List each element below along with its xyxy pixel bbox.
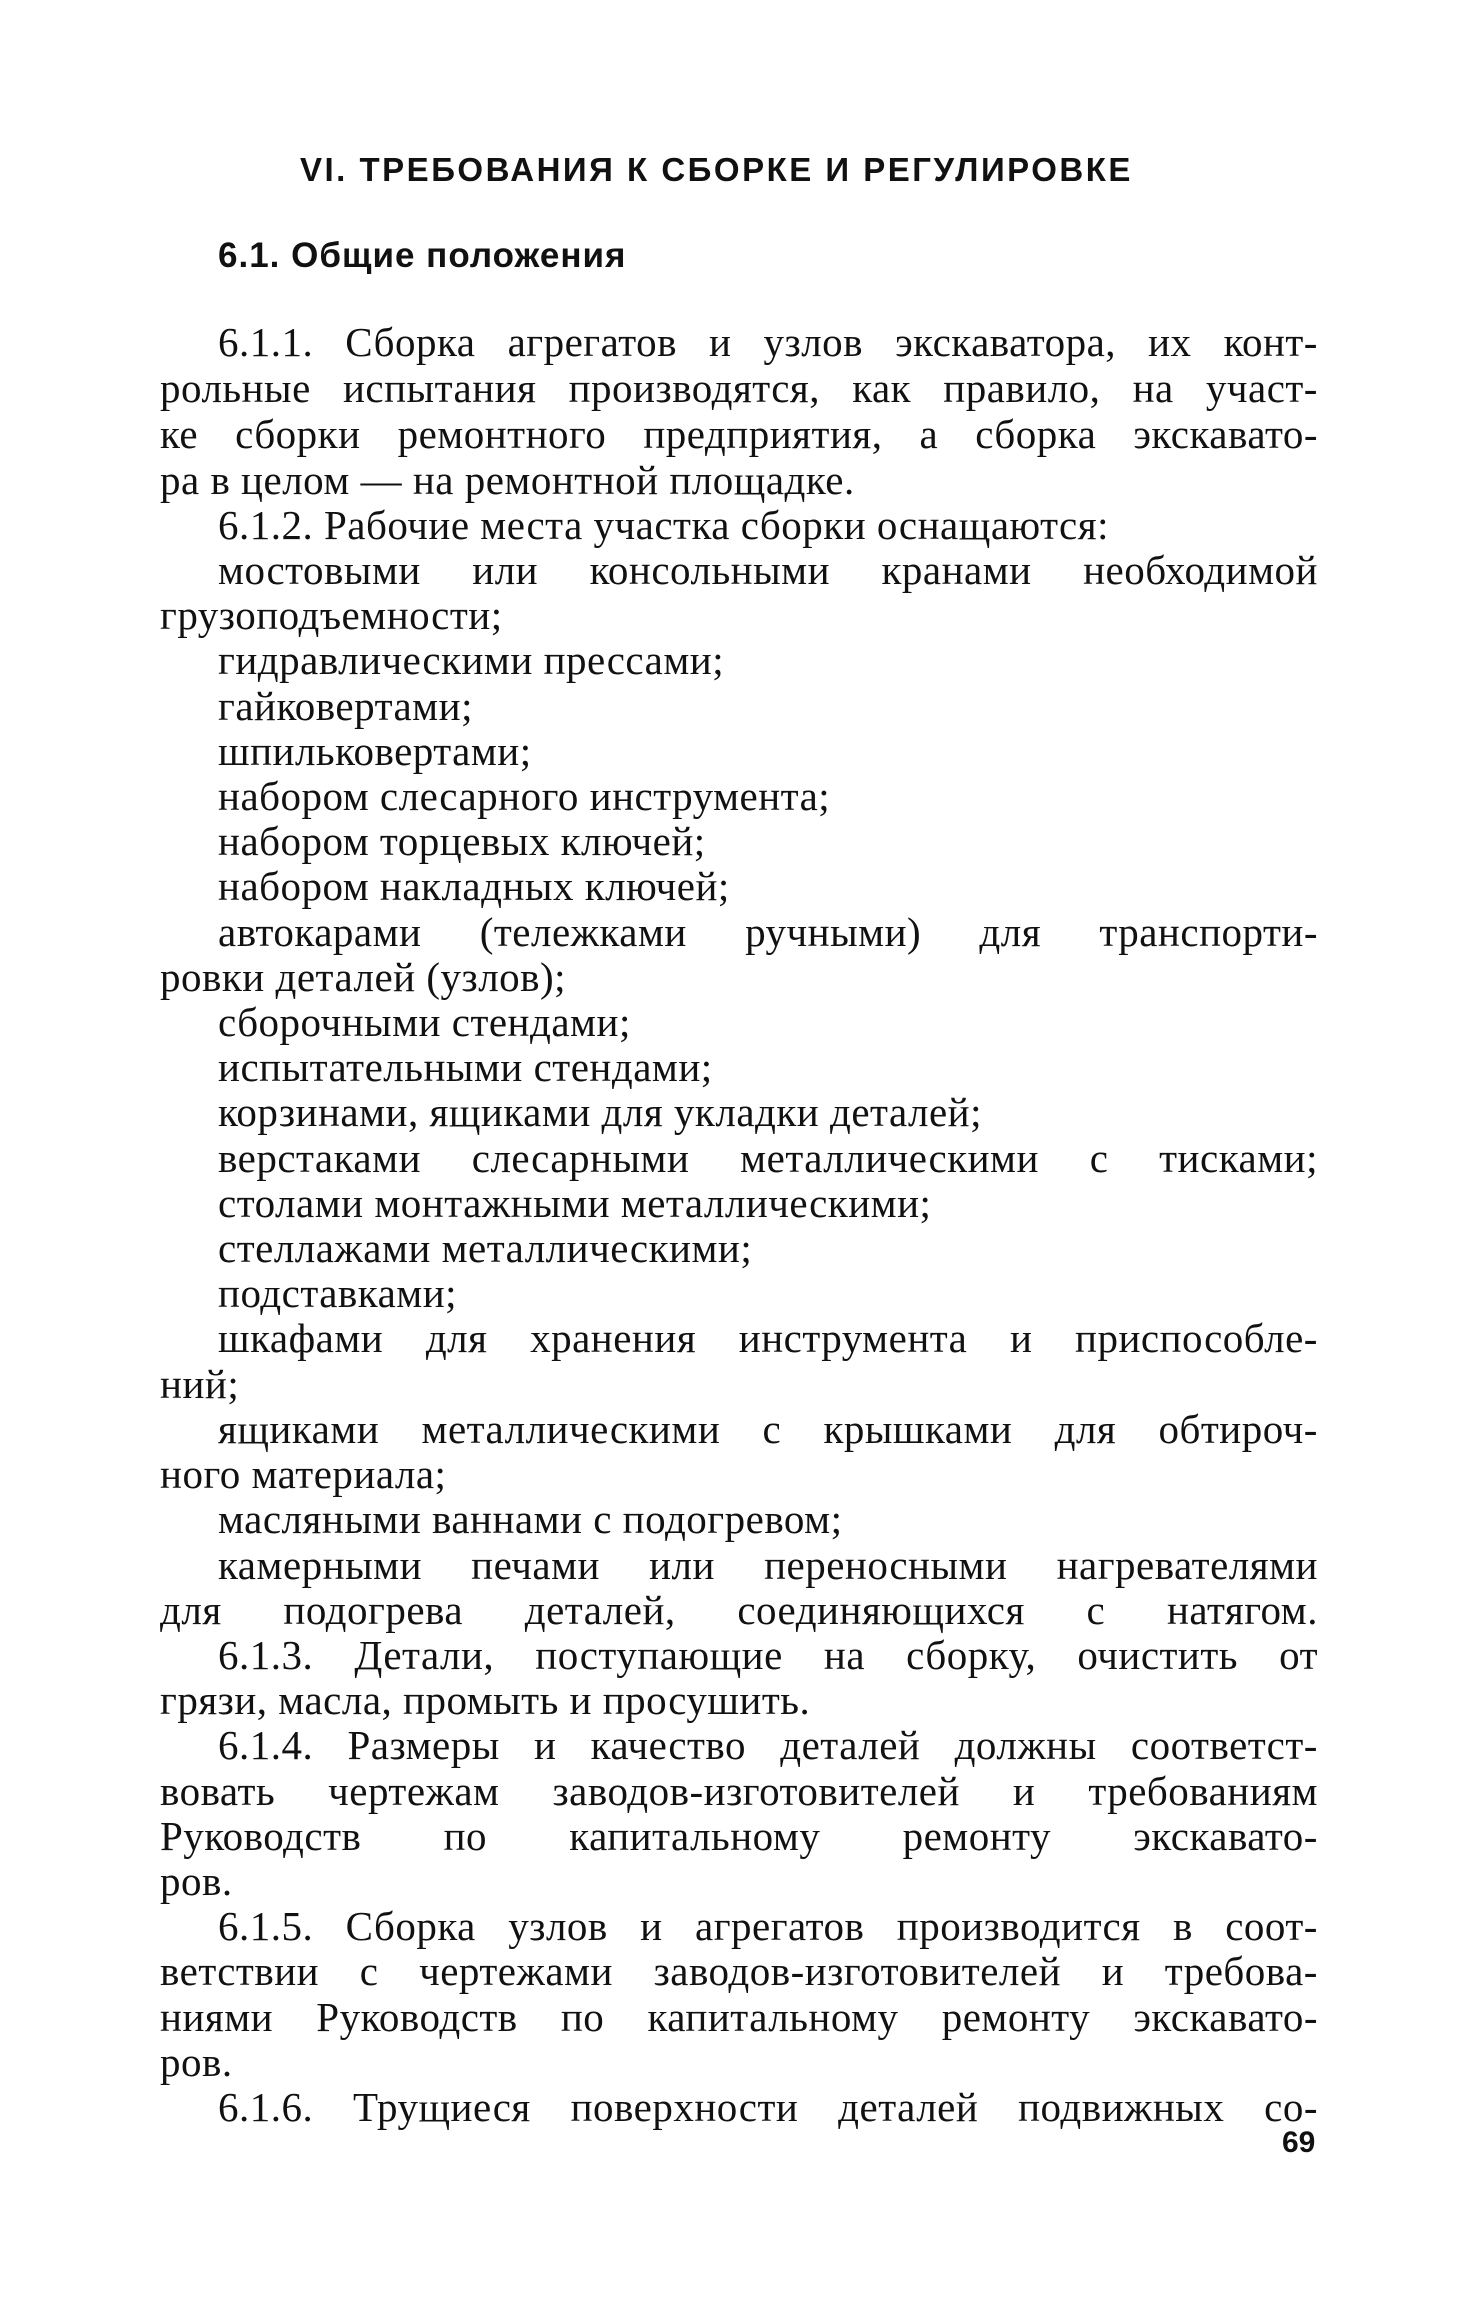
text-line: [160, 1769, 1318, 1813]
text-word: и: [1012, 1768, 1036, 1814]
text-word: производятся,: [568, 365, 821, 411]
text-line: [160, 366, 1318, 410]
text-word: заводов-изготовителей: [552, 1768, 960, 1814]
text-word: с: [762, 1406, 782, 1452]
text-word: на: [1132, 365, 1174, 411]
text-line: гайковертами;: [218, 683, 473, 729]
text-word: и: [1101, 1948, 1125, 1994]
text-line: [160, 1814, 1318, 1858]
text-word: 6.1.5.: [218, 1903, 314, 1949]
text-word: 6.1.4.: [218, 1722, 314, 1768]
text-word: капитальному: [569, 1813, 821, 1859]
text-word: 6.1.6.: [218, 2084, 314, 2130]
text-word: верстаками: [218, 1135, 422, 1181]
text-line: ровки деталей (узлов);: [160, 954, 567, 1000]
text-word: Размеры: [347, 1722, 500, 1768]
text-word: и: [1009, 1315, 1033, 1361]
text-word: для: [425, 1315, 488, 1361]
text-word: сборку,: [906, 1632, 1037, 1678]
text-word: в: [1172, 1903, 1193, 1949]
text-line: [160, 1588, 1318, 1632]
text-word: на: [823, 1632, 866, 1678]
text-word: ручными): [745, 909, 922, 955]
text-word: экскавато-: [1133, 1994, 1318, 2040]
text-line: [218, 1633, 1318, 1677]
text-word: по: [443, 1813, 488, 1859]
text-word: экскавато-: [1133, 411, 1318, 457]
text-word: приспособле-: [1075, 1315, 1318, 1361]
text-word: тисками;: [1159, 1135, 1318, 1181]
text-word: должны: [954, 1722, 1097, 1768]
text-line: [218, 1136, 1318, 1180]
text-word: шкафами: [218, 1315, 384, 1361]
text-word: ремонту: [902, 1813, 1052, 1859]
text-word: металлическими: [421, 1406, 721, 1452]
text-word: натягом.: [1166, 1587, 1318, 1633]
text-line: [218, 1543, 1318, 1587]
text-word: автокарами: [218, 909, 422, 955]
text-line: грузоподъемности;: [160, 592, 503, 638]
text-word: крышками: [823, 1406, 1013, 1452]
text-line: набором накладных ключей;: [218, 863, 730, 909]
text-line: ров.: [160, 1858, 233, 1904]
text-word: необходимой: [1083, 547, 1318, 593]
text-word: ящиками: [218, 1406, 380, 1452]
text-word: переносными: [764, 1542, 1008, 1588]
text-word: хранения: [530, 1315, 697, 1361]
text-word: деталей,: [524, 1587, 676, 1633]
text-word: 6.1.1.: [218, 319, 314, 365]
text-word: поверхности: [570, 2084, 799, 2130]
text-word: для: [979, 909, 1042, 955]
text-line: гидравлическими прессами;: [218, 637, 725, 683]
text-word: а: [919, 411, 939, 457]
text-word: участ-: [1205, 365, 1318, 411]
text-line: шпильковертами;: [218, 728, 532, 774]
text-word: 6.1.3.: [218, 1632, 314, 1678]
text-word: чертежами: [419, 1948, 613, 1994]
text-line: [218, 1904, 1318, 1948]
text-line: столами монтажными металлическими;: [218, 1180, 932, 1226]
text-word: камерными: [218, 1542, 423, 1588]
text-line: [218, 1723, 1318, 1767]
text-word: агрегатов: [695, 1903, 865, 1949]
text-line: ного материала;: [160, 1451, 447, 1497]
text-word: сборки: [235, 411, 361, 457]
text-word: Руководств: [160, 1813, 362, 1859]
text-word: и: [709, 319, 732, 365]
text-line: [160, 1949, 1318, 1993]
text-word: деталей: [780, 1722, 921, 1768]
text-line: [218, 2085, 1318, 2129]
text-word: и: [640, 1903, 663, 1949]
text-line: ний;: [160, 1361, 240, 1407]
text-line: [218, 548, 1318, 592]
section-title: VI. ТРЕБОВАНИЯ К СБОРКЕ И РЕГУЛИРОВКЕ: [300, 151, 1133, 188]
text-word: ремонту: [941, 1994, 1091, 2040]
text-word: нагревателями: [1056, 1542, 1318, 1588]
text-word: производится: [896, 1903, 1141, 1949]
text-line: подставками;: [218, 1270, 458, 1316]
text-word: Руководств: [316, 1994, 518, 2040]
text-word: для: [160, 1587, 222, 1633]
text-word: для: [1054, 1406, 1117, 1452]
text-word: печами: [471, 1542, 600, 1588]
text-word: очистить: [1077, 1632, 1238, 1678]
text-word: ремонтного: [397, 411, 607, 457]
text-line: ра в целом — на ремонтной площадке.: [160, 457, 855, 503]
text-word: деталей: [838, 2084, 979, 2130]
text-word: агрегатов: [507, 319, 677, 365]
text-word: с: [359, 1948, 379, 1994]
text-word: (тележками: [479, 909, 687, 955]
text-line: ров.: [160, 2039, 233, 2085]
text-word: Трущиеся: [353, 2084, 531, 2130]
text-line: 6.1.2. Рабочие места участка сборки оснащаются:: [218, 502, 1109, 548]
text-line: сборочными стендами;: [218, 999, 631, 1045]
text-line: стеллажами металлическими;: [218, 1225, 753, 1271]
text-line: [218, 1316, 1318, 1360]
text-word: чертежам: [328, 1768, 500, 1814]
text-word: требованиям: [1088, 1768, 1318, 1814]
text-word: испытания: [342, 365, 537, 411]
text-word: их: [1148, 319, 1192, 365]
text-word: ветствии: [160, 1948, 320, 1994]
page-number: 69: [1282, 2126, 1316, 2159]
text-word: или: [472, 547, 539, 593]
text-word: конт-: [1223, 319, 1318, 365]
text-word: соот-: [1225, 1903, 1318, 1949]
text-word: металлическими: [740, 1135, 1039, 1181]
text-word: и: [533, 1722, 557, 1768]
text-line: набором слесарного инструмента;: [218, 773, 831, 819]
text-word: заводов-изготовителей: [653, 1948, 1062, 1994]
text-word: со-: [1264, 2084, 1318, 2130]
text-word: качество: [590, 1722, 747, 1768]
text-word: узлов: [763, 319, 864, 365]
text-line: [160, 412, 1318, 456]
text-word: с: [1086, 1587, 1106, 1633]
text-word: капитальному: [647, 1994, 899, 2040]
text-line: испытательными стендами;: [218, 1044, 713, 1090]
text-word: кранами: [881, 547, 1032, 593]
text-word: правило,: [943, 365, 1101, 411]
text-word: предприятия,: [643, 411, 883, 457]
text-word: сборка: [975, 411, 1097, 457]
text-word: с: [1089, 1135, 1109, 1181]
text-word: подогрева: [283, 1587, 464, 1633]
text-line: [218, 1407, 1318, 1451]
text-word: как: [852, 365, 912, 411]
text-word: Сборка: [345, 1903, 476, 1949]
text-line: корзинами, ящиками для укладки деталей;: [218, 1089, 983, 1135]
text-word: подвижных: [1018, 2084, 1225, 2130]
text-word: транспорти-: [1099, 909, 1318, 955]
text-word: ке: [160, 411, 199, 457]
text-word: Детали,: [354, 1632, 495, 1678]
text-line: [160, 1995, 1318, 2039]
text-word: мостовыми: [218, 547, 421, 593]
text-word: вовать: [160, 1768, 276, 1814]
text-word: рольные: [160, 365, 311, 411]
subsection-title: 6.1. Общие положения: [218, 236, 627, 275]
text-word: обтироч-: [1158, 1406, 1318, 1452]
text-line: набором торцевых ключей;: [218, 818, 706, 864]
text-word: по: [560, 1994, 605, 2040]
text-word: инструмента: [738, 1315, 968, 1361]
text-word: поступающие: [535, 1632, 783, 1678]
text-word: экскаватора,: [895, 319, 1117, 365]
text-word: соответст-: [1130, 1722, 1318, 1768]
text-word: слесарными: [471, 1135, 690, 1181]
text-line: грязи, масла, промыть и просушить.: [160, 1677, 811, 1723]
text-word: узлов: [508, 1903, 608, 1949]
text-word: требова-: [1164, 1948, 1318, 1994]
text-word: экскавато-: [1133, 1813, 1318, 1859]
text-word: соединяющихся: [737, 1587, 1025, 1633]
text-word: Сборка: [345, 319, 476, 365]
text-line: [218, 320, 1318, 364]
text-word: ниями: [160, 1994, 274, 2040]
text-word: или: [649, 1542, 715, 1588]
text-word: от: [1279, 1632, 1318, 1678]
text-line: масляными ваннами с подогревом;: [218, 1496, 843, 1542]
text-word: консольными: [589, 547, 831, 593]
text-line: [218, 910, 1318, 954]
